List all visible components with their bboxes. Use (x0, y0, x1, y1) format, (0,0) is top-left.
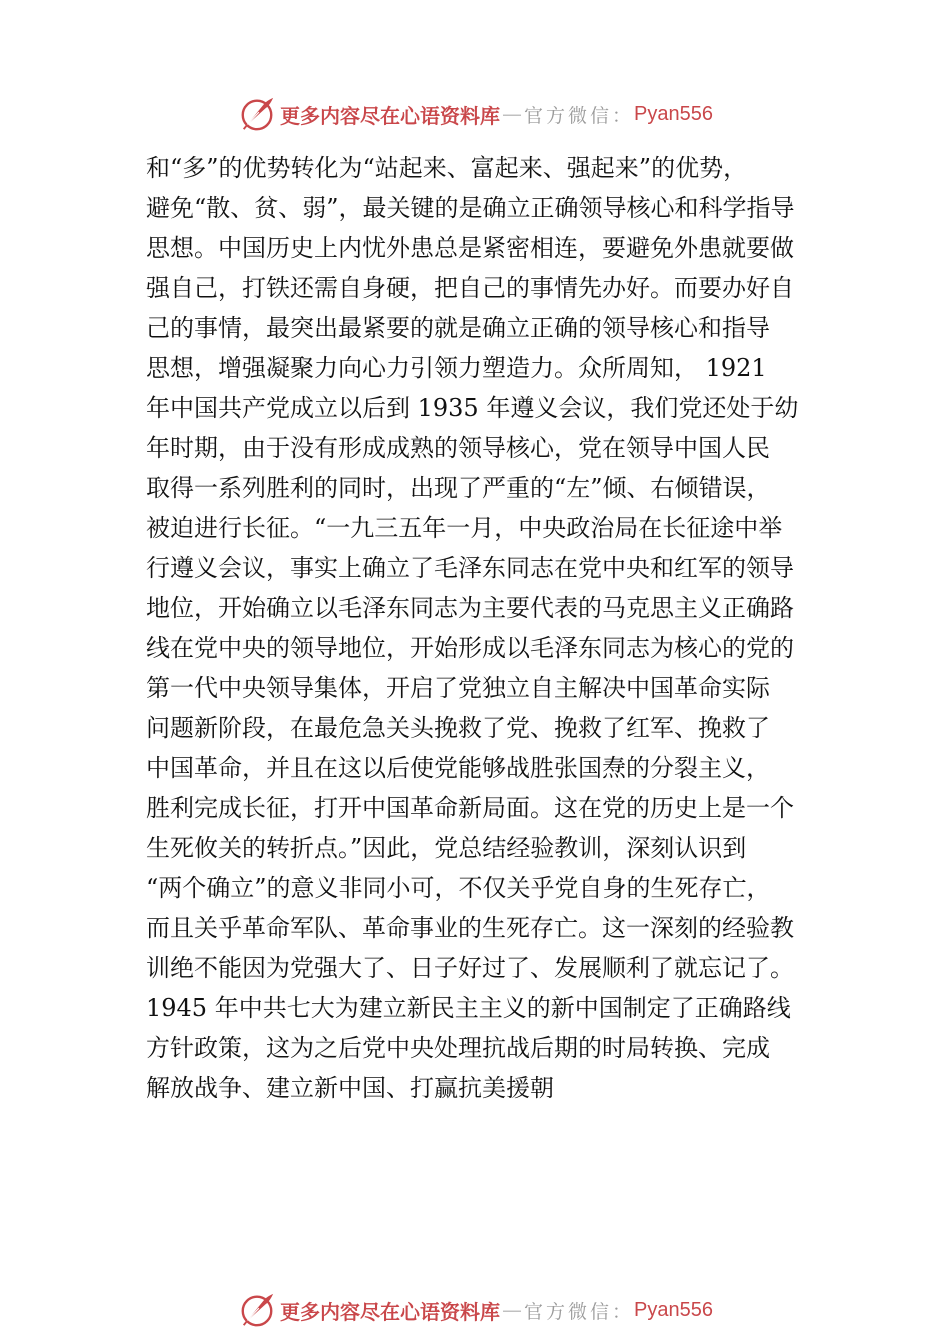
banner-title: 更多内容尽在心语资料库 (280, 1299, 500, 1324)
text-line: 年中国共产党成立以后到 1935 年遵义会议，我们党还处于幼 (146, 394, 799, 422)
document-body (146, 148, 826, 1108)
text-line: 思想，增强凝聚力向心力引领力塑造力。众所周知， 1921 (146, 354, 767, 382)
header-banner (238, 94, 713, 134)
text-line: 强自己，打铁还需自身硬，把自己的事情先办好。而要办好自 (146, 274, 794, 302)
text-line: 线在党中央的领导地位，开始形成以毛泽东同志为核心的党的 (146, 634, 794, 662)
banner-separator: — (502, 1298, 522, 1322)
text-line: 避免“散、贫、弱”，最关键的是确立正确领导核心和科学指导 (146, 194, 795, 222)
text-line: 己的事情，最突出最紧要的就是确立正确的领导核心和指导 (146, 314, 770, 342)
banner-title: 更多内容尽在心语资料库 (280, 103, 500, 128)
banner-wechat-id: Pyan556 (634, 102, 713, 125)
text-line: 被迫进行长征。“一九三五年一月，中央政治局在长征途中举 (146, 514, 783, 542)
text-line: 胜利完成长征，打开中国革命新局面。这在党的历史上是一个 (146, 794, 794, 822)
banner-wechat-label: 官方微信： (524, 104, 635, 127)
text-line: 解放战争、建立新中国、打赢抗美援朝 (146, 1074, 554, 1102)
text-line: 问题新阶段，在最危急关头挽救了党、挽救了红军、挽救了 (146, 714, 770, 742)
text-line: 地位，开始确立以毛泽东同志为主要代表的马克思主义正确路 (146, 594, 794, 622)
text-line: 中国革命，并且在这以后使党能够战胜张国焘的分裂主义， (146, 754, 770, 782)
text-line: 和“多”的优势转化为“站起来、富起来、强起来”的优势， (146, 154, 748, 182)
text-line: 1945 年中共七大为建立新民主主义的新中国制定了正确路线 (146, 994, 791, 1022)
text-line: “两个确立”的意义非同小可，不仅关乎党自身的生死存亡， (146, 874, 771, 902)
quill-pen-logo-icon (238, 1291, 276, 1329)
banner-wechat-label: 官方微信： (524, 1300, 635, 1323)
text-line: 而且关乎革命军队、革命事业的生死存亡。这一深刻的经验教 (146, 914, 794, 942)
text-line: 取得一系列胜利的同时，出现了严重的“左”倾、右倾错误， (146, 474, 771, 502)
banner-wechat-id: Pyan556 (634, 1298, 713, 1321)
banner-separator: — (502, 102, 522, 126)
footer-banner (238, 1290, 713, 1330)
text-line: 思想。中国历史上内忧外患总是紧密相连，要避免外患就要做 (146, 234, 794, 262)
text-line: 生死攸关的转折点。”因此，党总结经验教训，深刻认识到 (146, 834, 747, 862)
text-line: 训绝不能因为党强大了、日子好过了、发展顺利了就忘记了。 (146, 954, 794, 982)
text-line: 年时期，由于没有形成成熟的领导核心，党在领导中国人民 (146, 434, 770, 462)
quill-pen-logo-icon (238, 95, 276, 133)
text-line: 第一代中央领导集体，开启了党独立自主解决中国革命实际 (146, 674, 770, 702)
text-line: 方针政策，这为之后党中央处理抗战后期的时局转换、完成 (146, 1034, 770, 1062)
text-line: 行遵义会议，事实上确立了毛泽东同志在党中央和红军的领导 (146, 554, 794, 582)
